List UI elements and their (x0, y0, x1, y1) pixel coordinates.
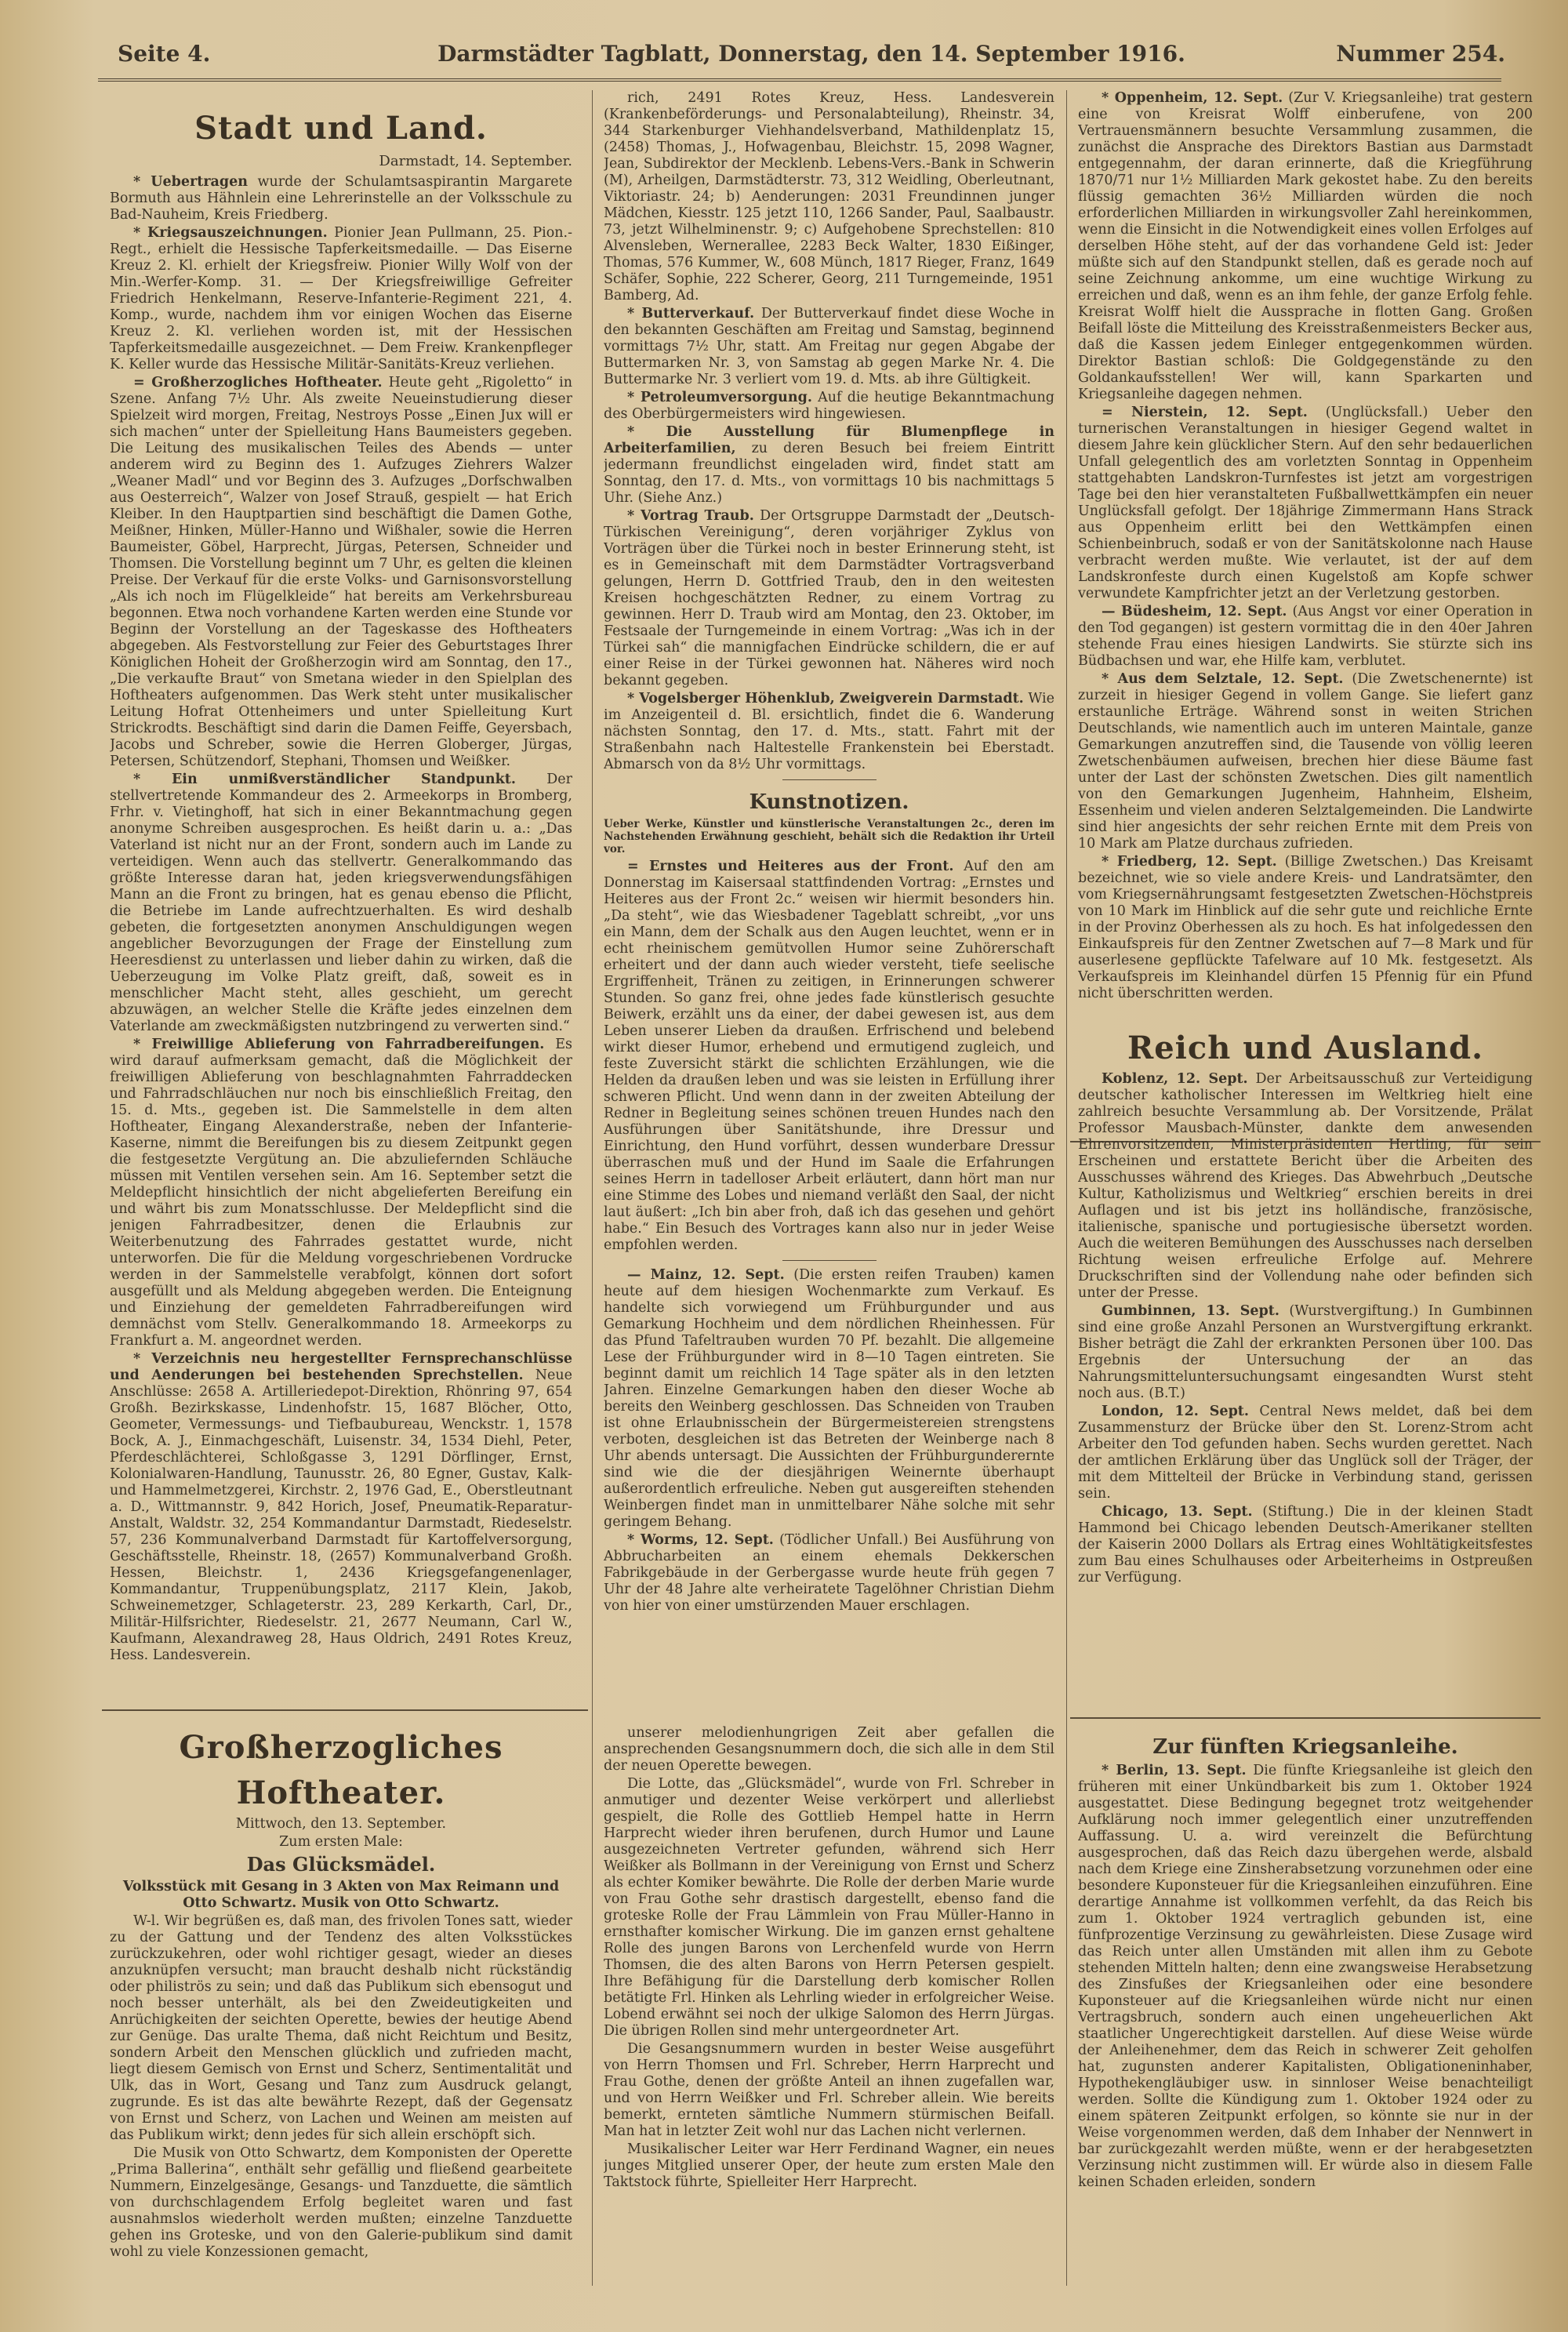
separator (782, 1260, 877, 1261)
article-text: Auf die heutige Bekanntmachung des Oberbürgermeisters wird hingewiesen. (604, 390, 1054, 422)
section-title: Reich und Ausland. (1127, 1030, 1484, 1066)
article-lead: * Die Ausstellung für Blumenpflege in Arbeiterfamilien, (604, 424, 1054, 456)
article-list (604, 859, 1054, 1254)
article-text: (Tödlicher Unfall.) Bei Ausführung von Abbrucharbeiten an einem ehemals Dekkerschen Fabrikgebäude in der Gerbergasse wurde heute früh gegen 7 Uhr der 48 Jahre alte verheiratete Tagelöhner Christian Diehm von hier von einer umstürzenden Mauer erschlagen. (604, 1532, 1054, 1614)
article-text: Der Ortsgruppe Darmstadt der „Deutsch-Türkischen Vereinigung“, deren vorjähriger Zyklus von Vorträgen über die Türkei noch in bester Erinnerung steht, ist es in Gemeinschaft mit dem Darmstädter Vortragsverband gelungen, Herrn D. Gottfried Traub, den in den weitesten Kreisen hochgeschätzten Redner, zu einem Vortrag zu gewinnen. Herr D. Traub wird am Montag, den 23. Oktober, im Festsaale der Turngemeinde in einem Vortrag: „Was ich in der Türkei sah“ die mannigfachen Eindrücke schildern, die er auf einer Reise in der Türkei gewonnen hat. Näheres wird noch bekannt gegeben. (604, 508, 1054, 688)
article-lead: * Butterverkauf. (627, 306, 755, 321)
article-text: Der Arbeitsausschuß zur Verteidigung deutscher katholischer Interessen im Weltkrieg hielt eine zahlreich besuchte Versammlung ab. Der Vorsitzende, Prälat Professor Mausbach-Münster, dankte dem anwesenden Ehrenvorsitzenden, Ministerpräsidenten Hertling, für sein Erscheinen und erstattete Bericht über die Arbeiten des Ausschusses während des Krieges. Das Abwehrbuch „Deutsche Kultur, Katholizismus und Weltkrieg“ erschien bereits in drei Auflagen und ist bis jetzt ins holländische, französische, italienische, spanische und portugiesische übersetzt worden. Auch die weiteren Bemühungen des Ausschusses nach derselben Richtung weisen erfreuliche Erfolge auf. Mehrere Druckschriften sind der Vollendung nahe oder befinden sich unter der Presse. (1078, 1071, 1533, 1301)
article (604, 90, 1054, 304)
paragraph: Die Musik von Otto Schwartz, dem Komponisten der Operette „Prima Ballerina“, enthält sehr gefällig und fließend gearbeitete Nummern, Einzelgesänge, Gesangs- und Tanzduette, die sämtlich von durchschlagendem Erfolg begleitet waren und fast ausnahmslos wiederholt werden mußten; einzelne Tanzduette gehen ins Groteske, und von den Galerie-publikum sind damit wohl zu viele Konzessionen gemacht, (110, 2145, 572, 2260)
article-text: Central News meldet, daß bei dem Zusammensturz der Brücke über den St. Lorenz-Strom acht Arbeiter den Tod gefunden haben. Sechs wurden gerettet. Nach der amtlichen Erklärung über das Unglück soll der Träger, der mit dem Mittelteil der Brücke in Verbindung stand, gerissen sein. (1078, 1404, 1533, 1502)
article-lead: = Nierstein, 12. Sept. (1102, 405, 1308, 420)
article-list (604, 1267, 1054, 1615)
article-text: (Unglücksfall.) Ueber den turnerischen Veranstaltungen in hiesiger Gegend waltet in diesem Jahre kein glücklicher Stern. Auf den sehr bedauerlichen Unfall gelegentlich des am vorletzten Sonntag in Oppenheim stattgehabten Landskron-Turnfestes ist jetzt am vorgestrigen Tage bei den hier veranstalteten Fußballwettkämpfen ein neuer Unglücksfall gefolgt. Der 18jährige Zimmermann Hans Strack aus Oppenheim erlitt bei den Wettkämpfen einen Schienbeinbruch, sodaß er von der Sanitätskolonne nach Hause verbracht werden mußte. Wie verlautet, ist der auf dem Landskronfeste durch einen Kugelstoß am Kopfe schwer verwundete Kampfrichter jetzt an der Verletzung gestorben. (1078, 405, 1533, 601)
article (1078, 1404, 1533, 1502)
section-title: Kunstnotizen. (749, 790, 909, 814)
article-list (110, 174, 572, 1664)
article (1078, 90, 1533, 403)
article-text: (Aus Angst vor einer Operation in den Tod gegangen) ist gestern vormittag die in den 40er Jahren stehende Frau eines hiesigen Landwirts. Sie stürzte sich ins Büdbachsen und war, ehe Hilfe kam, verblutet. (1078, 604, 1533, 669)
article-lead: * Vortrag Traub. (627, 508, 754, 524)
article (1078, 1763, 1533, 2191)
article (1078, 405, 1533, 602)
article-list (604, 90, 1054, 773)
article-text: (Die ersten reifen Trauben) kamen heute auf dem hiesigen Wochenmarkte zum Verkauf. Es handelte sich vorwiegend um Frühburgunder und aus Gemarkung Hochheim und dem nördlichen Rheinhessen. Für das Pfund Tafeltrauben wurden 70 Pf. bezahlt. Die allgemeine Lese der Frühburgunder wird in 8—10 Tagen eintreten. Sie beginnt damit um reichlich 14 Tage später als in den letzten Jahren. Einzelne Gemarkungen haben den dieser Woche ab bereits den Weinberg geschlossen. Das Schneiden von Trauben ist ohne Erlaubnisschein der Bürgermeistereien strengstens verboten, desgleichen ist das Betreten der Weinberge nach 8 Uhr abends untersagt. Die Aussichten der Frühburgunderernte sind wie die der diesjährigen Weinernte überhaupt außerordentlich erfreuliche. Neben gut ausgereiften stehenden Weinbergen findet man in unmittelbarer Nähe solche mit sehr geringem Behang. (604, 1267, 1054, 1530)
paragraph: Die Lotte, das „Glücksmädel“, wurde von Frl. Schreber in anmutiger und dezenter Weise verkörpert und allerliebst gespielt, die Rolle des Gottlieb Hempel hatte in Herrn Harprecht wieder ihren berufenen, durch Humor und Laune ausgezeichneten Vertreter gefunden, während sich Herr Weißker als Bollmann in der Vereinigung von Ernst und Scherz als echter Komiker bewährte. Die Rolle der derben Marie wurde von Frau Gothe sehr drastisch dargestellt, ebenso fand die groteske Rolle der Frau Lämmlein von Frau Müller-Hanno in ernsthafter komischer Wirkung. Die im ganzen ernst gehaltene Rolle des jungen Barons von Lerchenfeld wurde von Herrn Thomsen, die des alten Barons von Herrn Petersen gespielt. Ihre Befähigung für die Darstellung derb komischer Rollen betätigte Frl. Hinken als Lehrling wieder in erfolgreicher Weise. Lobend erwähnt sei noch der ulkige Salomon des Herrn Jürgas. Die übrigen Rollen sind mehr untergeordneter Art. (604, 1776, 1054, 2039)
paragraph: Die Gesangsnummern wurden in bester Weise ausgeführt von Herrn Thomsen und Frl. Schreber, Herrn Harprecht und Frau Gothe, denen der größte Anteil an ihnen zugefallen war, und von Herrn Weißker und Frl. Schreber allein. Wie bereits bemerkt, ernteten sämtliche Nummern stürmischen Beifall. Man hat in letzter Zeit wohl nur das Lachen nicht verlernen. (604, 2041, 1054, 2139)
review-date: Mittwoch, den 13. September. (235, 1816, 447, 1832)
premiere-note: Zum ersten Male: (279, 1834, 403, 1850)
article-lead: * Berlin, 13. Sept. (1102, 1763, 1247, 1778)
article (110, 225, 572, 373)
article (1078, 671, 1533, 852)
article-lead: * Ein unmißverständlicher Standpunkt. (133, 772, 516, 787)
column-stadt-und-land (110, 90, 572, 1698)
article-text: Neue Anschlüsse: 2658 A. Artilleriedepot-Direktion, Rhönring 97, 654 Großh. Bezirkskasse, Lindenhofstr. 15, 1687 Blöcher, Otto, Geometer, Vermessungs- und Tiefbaubureau, Wenckstr. 1, 1578 Bock, A. J., Einmachgeschäft, Luisenstr. 34, 1534 Diehl, Peter, Pferdeschlächterei, Schloßgasse 3, 1291 Dörflinger, Ernst, Kolonialwaren-Handlung, Taunusstr. 26, 80 Egner, Gustav, Kalk- und Hammelmetzgerei, Kirchstr. 2, 1976 Gad, E., Oberstleutnant a. D., Wittmannstr. 9, 842 Horich, Josef, Pneumatik-Reparatur-Anstalt, Waldstr. 32, 254 Kommandantur Darmstadt, Riedeselstr. 57, 236 Kommunalverband Darmstadt für Kartoffelversorgung, Geschäftsstelle, Rheinstr. 18, (2657) Kommunalverband Großh. Hessen, Bleichstr. 1, 2436 Kriegsgefangenenlager, Kommandantur, Truppenübungsplatz, 2117 Klein, Jakob, Schweinemetzger, Schlageterstr. 23, 289 Kerkarth, Carl, Dr., Militär-Hilfsrichter, Riedeselstr. 21, 2677 Neumann, Carl W., Kaufmann, Alexandraweg 28, Haus Oldrich, 2491 Rotes Kreuz, Hess. Landesverein. (110, 1368, 572, 1663)
article-text: zu deren Besuch bei freiem Eintritt jedermann freundlichst eingeladen wird, findet statt am Sonntag, den 17. d. Mts., von vormittags 10 bis nachmittags 5 Uhr. (Siehe Anz.) (604, 441, 1054, 506)
article (604, 306, 1054, 388)
article (1078, 1303, 1533, 1402)
article-lead: * Aus dem Selztale, 12. Sept. (1102, 671, 1344, 687)
article-lead: * Friedberg, 12. Sept. (1102, 854, 1277, 870)
article-text: Es wird darauf aufmerksam gemacht, daß die Möglichkeit der freiwilligen Ablieferung von beschlagnahmten Fahrraddecken und Fahrradschläuchen nur noch bis einschließlich Freitag, den 15. d. Mts., gegeben ist. Die Sammelstelle in dem alten Hoftheater, Eingang Alexanderstraße, neben der Infanterie-Kaserne, nimmt die Bereifungen bis zu diesem Zeitpunkt gegen die festgesetzte Vergütung an. Die abzuliefernden Schläuche müssen mit Ventilen versehen sein. Am 16. September setzt die Meldepflicht hinsichtlich der nicht abgelieferten Bereifung ein und währt bis zum Monatsschlusse. Der Meldepflicht sind die jenigen Fahrradbesitzer, denen die Erlaubnis zur Weiterbenutzung des Fahrrades gestattet wurde, nicht unterworfen. Die für die Meldung vorgeschriebenen Vordrucke werden in der Sammelstelle verabfolgt, können dort sofort ausgefüllt und als Meldung abgegeben werden. Die Enteignung und Einziehung der gemeldeten Fahrradbereifungen wird demnächst vom Stellv. Generalkommando 18. Armeekorps zu Frankfurt a. M. angeordnet werden. (110, 1037, 572, 1349)
article-list (1078, 1763, 1533, 2191)
issue-number: Nummer 254. (1336, 41, 1505, 67)
article-text: (Billige Zwetschen.) Das Kreisamt bezeichnet, wie so viele andere Kreis- und Landratsämter, den vom Kriegsernährungsamt festgesetzten Zwetschen-Höchstpreis von 10 Mark im Hinblick auf die sehr gute und reichliche Ernte in der Provinz Oberhessen als zu hoch. Es hat infolgedessen den Einkaufspreis für den Zentner Zwetschen auf 7—8 Mark und für auserlesene gepflückte Tafelware auf 10 Mk. festgesetzt. Als Verkaufspreis im Kleinhandel dürfen 15 Pfennig für ein Pfund nicht überschritten werden. (1078, 854, 1533, 1001)
article-lead: * Verzeichnis neu hergestellter Fernsprechanschlüsse und Aenderungen bei bestehenden Sprechstellen. (110, 1351, 572, 1383)
section-divider (102, 1709, 588, 1711)
article-lead: * Worms, 12. Sept. (627, 1532, 774, 1548)
article (1078, 604, 1533, 670)
header-rule (98, 78, 1501, 82)
article-text: Auf den am Donnerstag im Kaisersaal stattfindenden Vortrag: „Ernstes und Heiteres aus der Front 2c.“ weisen wir hiermit besonders hin. „Da steht“, wie das Wiesbadener Tageblatt schreibt, „vor uns ein Mann, dem der Schalk aus den Augen leuchtet, wenn er in echt rheinischem gemütvollen Humor seine Zuhörerschaft erheitert und der dann auch wieder versteht, tiefe seelische Ergriffenheit, Tränen zu zeitigen, in Erinnerungen schwerer Stunden. So ganz frei, ohne jedes fade künstlerisch gesuchte Beiwerk, erzählt uns da einer, der dabei gewesen ist, aus dem Leben unserer Lieben da draußen. Erfrischend und belebend wirkt dieser Humor, erhebend und ermutigend zugleich, und feste Zuversicht stärkt die schlichten Erzählungen, wie die Helden da draußen leben und was sie leisten in Erfüllung ihrer schweren Pflicht. Und wenn dann in der zweiten Abteilung der Redner in Begleitung seines schönen treuen Hundes nach den Ausführungen über Sanitätshunde, ihre Dressur und Einrichtung, den Hund vorführt, dessen wunderbare Dressur überraschen muß und der Hund im Saale die Erfahrungen seines Herrn in tadelloser Arbeit erläutert, dann hört man nur eine Stimme des Lobes und niemand verläßt den Saal, der nicht laut äußert: „Ich bin aber froh, daß ich das gesehen und gehört habe.“ Ein Besuch des Vortrages kann also nur in jeder Weise empfohlen werden. (604, 859, 1054, 1253)
article-text: Wie im Anzeigenteil d. Bl. ersichtlich, findet die 6. Wanderung nächsten Sonntag, den 17. d. Mts., statt. Fahrt mit der Straßenbahn nach Haltestelle Frankenstein bei Eberstadt. Abmarsch von da 8½ Uhr vormittags. (604, 691, 1054, 772)
theater-review-continued (604, 1725, 1054, 2297)
theater-review (110, 1725, 572, 2297)
column-divider (592, 90, 593, 2286)
article-lead: London, 12. Sept. (1102, 1404, 1249, 1419)
editorial-note: Ueber Werke, Künstler und künstlerische Veranstaltungen 2c., deren im Nachstehenden Erwähnung geschieht, behält sich die Redaktion ihr Urteil vor. (604, 818, 1054, 855)
article-lead: = Ernstes und Heiteres aus der Front. (627, 859, 954, 874)
dateline: Darmstadt, 14. September. (379, 153, 572, 169)
article (110, 772, 572, 1035)
article (604, 859, 1054, 1254)
article-lead: Chicago, 13. Sept. (1102, 1504, 1253, 1520)
article-text: Pionier Jean Pullmann, 25. Pion.-Regt., erhielt die Hessische Tapferkeitsmedaille. — Das Eiserne Kreuz 2. Kl. erhielt der Kriegsfreiw. Pionier Willy Wolf von der Min.-Werfer-Komp. 31. — Der Kriegsfreiwillige Gefreiter Friedrich Henkelmann, Reserve-Infanterie-Regiment 221, 4. Komp., wurde, nachdem ihm vor einigen Wochen das Eiserne Kreuz 2. Kl. verliehen worden ist, mit der Hessischen Tapferkeitsmedaille ausgezeichnet. — Dem Freiw. Krankenpfleger K. Keller wurde das Hessische Militär-Sanitäts-Kreuz verliehen. (110, 225, 572, 372)
article (110, 174, 572, 223)
article-lead: * Vogelsberger Höhenklub, Zweigverein Darmstadt. (627, 691, 1024, 707)
article-list (1078, 1071, 1533, 1586)
article (110, 1037, 572, 1349)
article-text: (Stiftung.) Die in der kleinen Stadt Hammond bei Chicago lebenden Deutsch-Amerikaner stellten der Kaiserin 2000 Dollars als Ertrag eines Wohltätigkeitsfestes zum Bau eines Schulhauses oder Arbeiterheims in Ostpreußen zur Verfügung. (1078, 1504, 1533, 1586)
article-lead: * Freiwillige Ablieferung von Fahrradbereifungen. (133, 1037, 545, 1052)
masthead: Darmstädter Tagblatt, Donnerstag, den 14. September 1916. (437, 41, 1185, 67)
article-text: Heute geht „Rigoletto“ in Szene. Anfang 7½ Uhr. Als zweite Neueinstudierung dieser Spielzeit wird morgen, Freitag, Nestroys Posse „Einen Jux will er sich machen“ unter der Spielleitung Hans Baumeisters gegeben. Die Leitung des musikalischen Teiles des Abends — unter anderem wird zu Beginn des 1. Aufzuges Ziehrers Walzer „Weaner Madl“ und vor Beginn des 3. Aufzuges „Dorfschwalben aus Oesterreich“, Walzer von Josef Strauß, gespielt — hat Erich Kleiber. In den Hauptpartien sind beschäftigt die Damen Gothe, Meißner, Hinken, Müller-Hanno und Wißhaler, sowie die Herren Baumeister, Göbel, Harprecht, Jürgas, Petersen, Schneider und Thomsen. Die Vorstellung beginnt um 7 Uhr, es gelten die kleinen Preise. Der Verkauf für die erste Volks- und Garnisonsvorstellung „Als ich noch im Flügelkleide“ hat bereits am Verkehrsbureau begonnen. Etwa noch vorhandene Karten werden eine Stunde vor Beginn der Vorstellung an der Tageskasse des Hoftheaters abgegeben. Als Festvorstellung zur Feier des Geburtstages Ihrer Königlichen Hoheit der Großherzogin wird am Sonntag, den 17., „Die verkaufte Braut“ von Smetana wieder in den Spielplan des Hoftheaters aufgenommen. Das Werk steht unter musikalischer Leitung Hofrat Ottenheimers und unter Spielleitung Kurt Strickrodts. Beschäftigt sind darin die Damen Feiffe, Geyersbach, Jacobs und Schreber, sowie die Herren Globerger, Jürgas, Petersen, Schützendorf, Stephani, Thomsen und Weißker. (110, 375, 572, 769)
article (1078, 1071, 1533, 1302)
section-title: Zur fünften Kriegsanleihe. (1152, 1735, 1458, 1759)
article (1078, 854, 1533, 1002)
section-title: Stadt und Land. (194, 110, 488, 147)
column-divider (1066, 90, 1067, 2286)
article-text: rich, 2491 Rotes Kreuz, Hess. Landesverein (Krankenbeförderungs- und Personalabteilung), Rheinstr. 34, 344 Starkenburger Viehhandelsverband, Mathildenplatz 15, (2458) Thomas, J., Hofwagenbau, Bleichstr. 15, 2098 Wagner, Jean, Subdirektor der Mecklenb. Lebens-Vers.-Bank in Schwerin (M), Arheilgen, Darmstädterstr. 73, 312 Weidling, Oberleutnant, Viktoriastr. 24; b) Aenderungen: 2031 Freundinnen junger Mädchen, Kiesstr. 125 jetzt 110, 1266 Sander, Paul, Saalbaustr. 73, jetzt Wilhelminenstr. 9; c) Aufgehobene Sprechstellen: 810 Alvensleben, Wernerallee, 2283 Beck Walter, 1830 Eißinger, Thomas, 576 Kummer, W., 608 Münch, 1817 Rieger, Franz, 1649 Schäfer, Sophie, 222 Scherer, Georg, 211 Turngemeinde, 1951 Bamberg, Ad. (604, 90, 1054, 303)
article (604, 424, 1054, 507)
paragraph: Musikalischer Leiter war Herr Ferdinand Wagner, ein neues junges Mitglied unserer Oper, der heute zum ersten Male den Taktstock führte, Spielleiter Herr Harprecht. (604, 2141, 1054, 2190)
article-lead: Gumbinnen, 13. Sept. (1102, 1303, 1279, 1319)
article-list (1078, 90, 1533, 1002)
article (110, 375, 572, 770)
separator (782, 779, 877, 780)
article (604, 1532, 1054, 1615)
column-right (1078, 90, 1533, 1768)
play-credits: Volksstück mit Gesang in 3 Akten von Max Reimann und Otto Schwartz. Musik von Otto Schwartz. (122, 1879, 560, 1911)
article-text: (Die Zwetschenernte) ist zurzeit in hiesiger Gegend in vollem Gange. Sie liefert ganz erstaunliche Erträge. Während sonst in weiten Strichen Deutschlands, wie namentlich auch im unteren Maintale, ganze Gemarkungen anzutreffen sind, die Tausende von völlig leeren Zwetschenbäumen aufweisen, brechen hier diese Bäume fast unter der Last der schönsten Zwetschen. Dies gilt namentlich von den Gemarkungen Jugenheim, Hahnheim, Elsheim, Essenheim und vielen anderen Selztalgemeinden. Die Landwirte sind hier angesichts der sehr reichen Ernte mit dem Preis von 10 Mark am Platze durchaus zufrieden. (1078, 671, 1533, 852)
article-text: wurde der Schulamtsaspirantin Margarete Bormuth aus Hähnlein eine Lehrerinstelle an der Volksschule zu Bad-Nauheim, Kreis Friedberg. (110, 174, 572, 223)
column-middle (604, 90, 1054, 1725)
paragraph: unserer melodienhungrigen Zeit aber gefallen die ansprechenden Gesangsnummern doch, die sich alle in dem Stil der neuen Operette bewegen. (604, 1725, 1054, 1774)
article (604, 508, 1054, 689)
play-title: Das Glücksmädel. (246, 1853, 436, 1876)
article (604, 1267, 1054, 1531)
page-header (118, 41, 1505, 72)
article-text: (Zur V. Kriegsanleihe) trat gestern eine von Kreisrat Wolff einberufene, von 200 Vertrauensmännern besuchte Versammlung zusammen, die zunächst die Ansprache des Direktors Bastian aus Darmstadt entgegennahm, der daran erinnerte, daß die Kriegführung 1870/71 nur 1½ Milliarden Mark gekostet habe. Zu den bereits flüssig gemachten 36½ Milliarden würden die noch erforderlichen Milliarden in wirkungsvoller Zahl hereinkommen, wenn die Einsicht in die Notwendigkeit eines vollen Erfolges auf derselben Höhe steht, auf der das vorhandene Geld ist: Jeder müßte sich auf den Standpunkt stellen, daß es gerade noch auf seine Zeichnung ankomme, um eine wuchtige Wirkung zu erreichen und daß, wenn es an ihm fehle, der ganze Erfolg fehle. Kreisrat Wolff hielt die Aussprache in flotten Gang. Großen Beifall löste die Mitteilung des Kreisstraßenmeisters Becker aus, daß die Kassen jedem Einleger entgegenkommen würden. Direktor Bastian schloß: Die Goldgegenstände zu den Goldankaufsstellen! Wer will, kann Sparkarten und Kriegsanleihe dagegen nehmen. (1078, 90, 1533, 402)
article-text: Die fünfte Kriegsanleihe ist gleich den früheren mit einer Unkündbarkeit bis zum 1. Oktober 1924 ausgestattet. Diese Bedingung begegnet trotz weitgehender Aufklärung noch immer gelegentlich einer unzutreffenden Auffassung. U. a. wird vereinzelt die Befürchtung ausgesprochen, daß das Reich dazu übergehen werde, alsbald nach dem Kriege eine Zinsherabsetzung vorzunehmen oder eine besondere Kuponsteuer für die Kriegsanleihen einzuführen. Eine derartige Annahme ist vollkommen verfehlt, da das Reich bis zum 1. Oktober 1924 vertraglich gebunden ist, eine fünfprozentige Verzinsung zu gewährleisten. Diese Zusage wird das Reich unter allen Umständen mit allen ihm zu Gebote stehenden Mitteln halten; denn eine zwangsweise Herabsetzung des Zinsfußes der Kriegsanleihen oder eine besondere Kuponsteuer auf die Kriegsanleihen würde nicht nur einen Vertragsbruch, sondern auch einen ungeheuerlichen Akt staatlicher Ungerechtigkeit darstellen. Auf diese Weise würde der Anleihenehmer, dem das Reich in schwerer Zeit geholfen hat, zugunsten anderer Kapitalisten, Obligationeninhaber, Hypothekengläubiger usw. in sinnloser Weise benachteiligt werden. Sollte die Kündigung zum 1. Oktober 1924 oder zu einem späteren Zeitpunkt erfolgen, so könnte sie nur in der Weise vorgenommen werden, daß dem Inhaber der Nennwert in bar zurückgezahlt werden müßte, wenn er der herabgesetzten Verzinsung nicht zustimmen will. Er würde also in diesem Falle keinen Schaden erleiden, sondern (1078, 1763, 1533, 2190)
article (604, 691, 1054, 773)
article-lead: — Mainz, 12. Sept. (627, 1267, 785, 1283)
article (1078, 1504, 1533, 1586)
article-text: Der Butterverkauf findet diese Woche in den bekannten Geschäften am Freitag und Samstag, beginnend vormittags 7½ Uhr, statt. Am Freitag nur gegen Abgabe der Buttermarken Nr. 3, von Samstag ab gegen Marke Nr. 4. Die Buttermarke Nr. 3 verliert vom 19. d. Mts. ab ihre Gültigkeit. (604, 306, 1054, 387)
page-number: Seite 4. (118, 41, 211, 67)
article-lead: * Petroleumversorgung. (627, 390, 812, 405)
section-title: Großherzogliches Hoftheater. (179, 1729, 503, 1811)
article-lead: — Büdesheim, 12. Sept. (1102, 604, 1287, 619)
article-lead: * Oppenheim, 12. Sept. (1102, 90, 1283, 106)
war-loan-section (1078, 1725, 1533, 2297)
article-lead: = Großherzogliches Hoftheater. (133, 375, 383, 390)
article-lead: * Kriegsauszeichnungen. (133, 225, 328, 241)
article (604, 390, 1054, 423)
article-lead: Koblenz, 12. Sept. (1102, 1071, 1248, 1087)
paragraph: W-l. Wir begrüßen es, daß man, des frivolen Tones satt, wieder zu der Gattung und der Tendenz des alten Volksstückes zurückzukehren, oder wohl richtiger gesagt, wieder an dieses anzuknüpfen versucht; man braucht deshalb nicht rückständig oder philiströs zu sein; und daß das Publikum sich ebensogut und noch besser unterhält, als bei den Zweideutigkeiten und Anrüchigkeiten der seichten Operette, bewies der heutige Abend zur Genüge. Das uralte Thema, daß nicht Reichtum und Besitz, sondern Arbeit den Menschen glücklich und zufrieden macht, liegt diesem Gemisch von Ernst und Scherz, Sentimentalität und Ulk, das in Wort, Gesang und Tanz zum Ausdruck gelangt, zugrunde. Es ist das alte bewährte Rezept, daß der Gegensatz von Ernst und Scherz, von Lachen und Weinen am meisten auf das Publikum wirkt; denn jedes für sich allein erschöpft sich. (110, 1913, 572, 2143)
article-text: (Wurstvergiftung.) In Gumbinnen sind eine große Anzahl Personen an Wurstvergiftung erkrankt. Bisher beträgt die Zahl der erkrankten Personen über 100. Das Ergebnis der Untersuchung der an das Nahrungsmitteluntersuchungsamt eingesandten Wurst steht noch aus. (B.T.) (1078, 1303, 1533, 1401)
article (110, 1351, 572, 1664)
article-lead: * Uebertragen (133, 174, 248, 190)
article-text: Der stellvertretende Kommandeur des 2. Armeekorps in Bromberg, Frhr. v. Vietinghoff, hat sich in einer Bekanntmachung gegen anonyme Schreiben ausgesprochen. Es heißt darin u. a.: „Das Vaterland ist nicht nur an der Front, sondern auch im Lande zu verteidigen. Wenn auch das stellvertr. Generalkommando das größte Interesse daran hat, jeden kriegsverwendungsfähigen Mann an die Front zu bringen, hat es genau ebenso die Pflicht, die Betriebe im Lande aufrechtzuerhalten. Es wird deshalb gebeten, die fortgesetzten anonymen Anschuldigungen wegen angeblicher Bevorzugungen der Frage der Einstellung zum Heeresdienst zu unterlassen und lieber dahin zu wirken, daß die Ueberzeugung im Volke Platz greift, daß, soweit es in menschlicher Macht steht, alles geschieht, um gerecht abzuwägen, an welcher Stelle die Kräfte jedes einzelnen dem Vaterlande am zweckmäßigsten nutzbringend zu verwerten sind.“ (110, 772, 572, 1034)
